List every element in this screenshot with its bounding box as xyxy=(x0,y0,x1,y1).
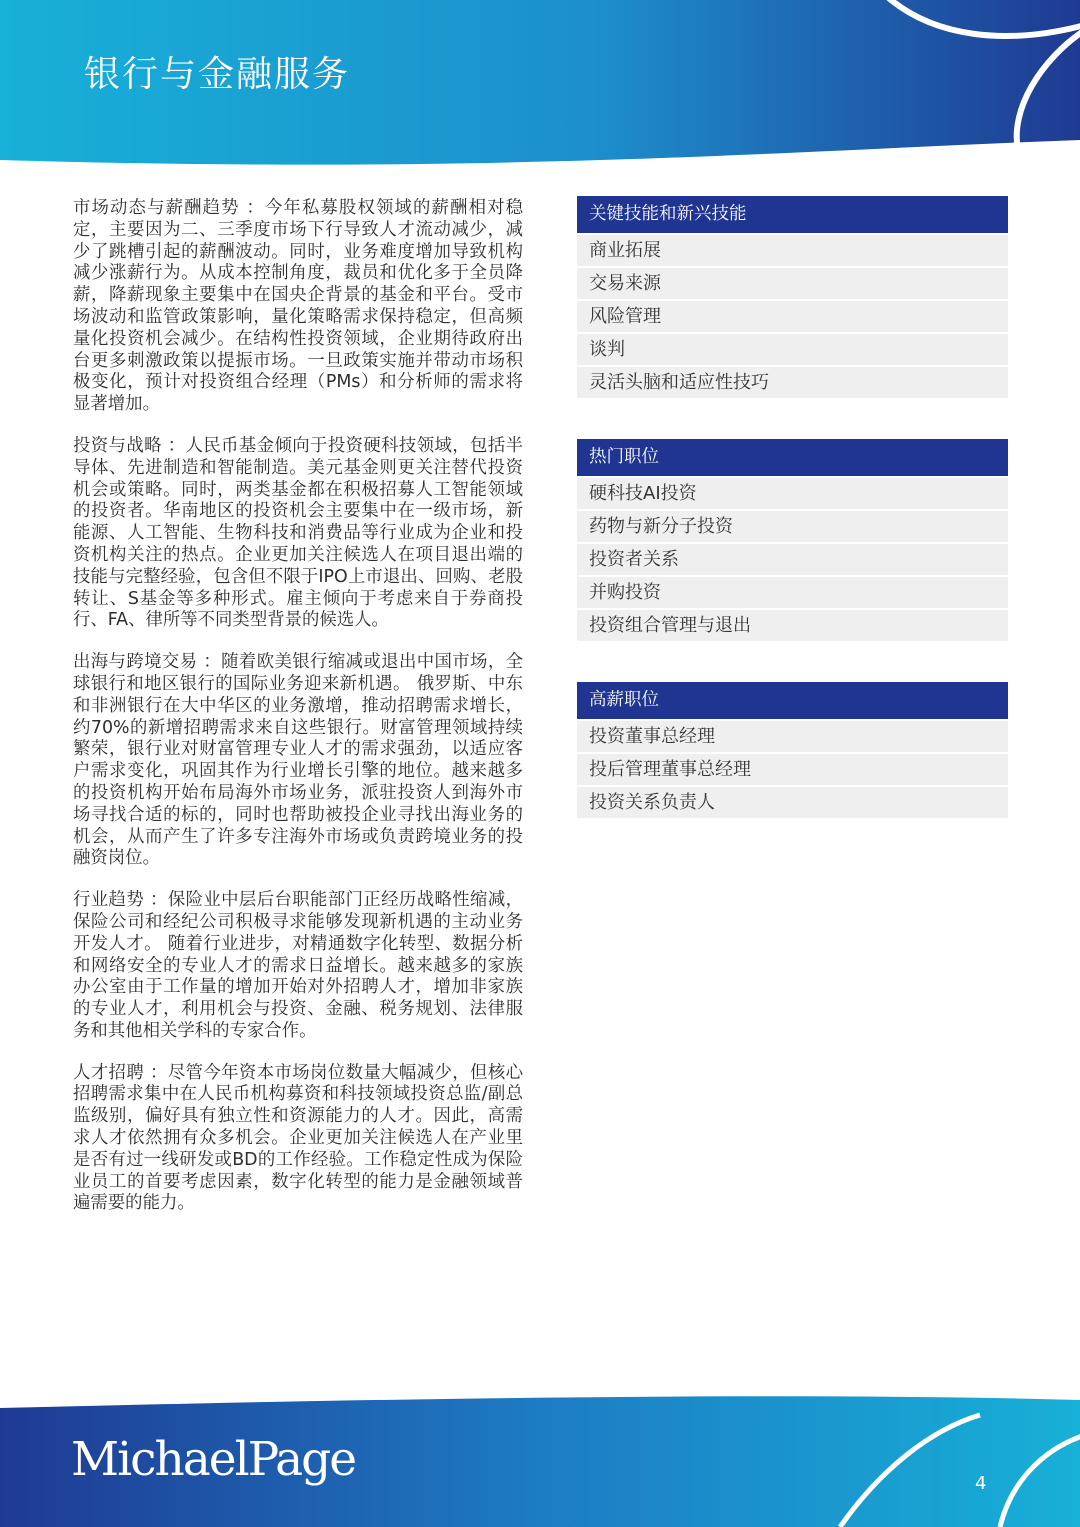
list-item: 药物与新分子投资 xyxy=(577,511,1008,542)
list-item: 硬科技AI投资 xyxy=(577,478,1008,509)
list-item: 交易来源 xyxy=(577,268,1008,299)
list-item: 商业拓展 xyxy=(577,235,1008,266)
paragraph-industry-trends xyxy=(73,890,523,1043)
list-item: 投资者关系 xyxy=(577,544,1008,575)
page-number: 4 xyxy=(975,1473,987,1494)
page-title: 银行与金融服务 xyxy=(84,54,351,95)
paragraph-body: 今年私募股权领域的薪酬相对稳定，主要因为二、三季度市场下行导致人才流动减少，减少了跳槽引起的薪酬波动。同时，业务难度增加导致机构减少涨薪行为。从成本控制角度，裁员和优化多于全员降薪，降薪现象主要集中在国央企背景的基金和平台。受市场波动和监管政策影响，量化策略需求保持稳定，但高频量化投资机会减少。在结构性投资领域，企业期待政府出台更多刺激政策以提振市场。一旦政策实施并带动市场积极变化，预计对投资组合经理（PMs）和分析师的需求将显著增加。 xyxy=(73,198,523,415)
paragraph-heading: 行业趋势 ： xyxy=(73,890,168,911)
paragraph-heading: 出海与跨境交易 ： xyxy=(73,652,222,673)
list-item: 投后管理董事总经理 xyxy=(577,754,1008,785)
paragraph-body: 随着欧美银行缩减或退出中国市场，全球银行和地区银行的国际业务迎来新机遇。 俄罗斯、中东和非洲银行在大中华区的业务激增，推动招聘需求增长，约70%的新增招聘需求来自这些银行。财富管理领域持续繁荣，银行业对财富管理专业人才的需求强劲，以适应客户需求变化，巩固其作为行业增长引擎的地位。越来越多的投资机构开始布局海外市场业务，派驻投资人到海外市场寻找合适的标的，同时也帮助被投企业寻找出海业务的机会，从而产生了许多专注海外市场或负责跨境业务的投融资岗位。 xyxy=(73,652,523,869)
paragraph-heading: 市场动态与薪酬趋势 ： xyxy=(73,198,265,218)
paragraph-body: 尽管今年资本市场岗位数量大幅减少，但核心招聘需求集中在人民币机构募资和科技领域投资总监/副总监级别，偏好具有独立性和资源能力的人才。因此，高需求人才依然拥有众多机会。企业更加关注候选人在产业里是否有过一线研发或BD的工作经验。工作稳定性成为保险业员工的首要考虑因素，数字化转型的能力是金融领域普遍需要的能力。 xyxy=(73,1062,523,1214)
panel-title: 关键技能和新兴技能 xyxy=(577,196,1008,233)
list-item: 投资组合管理与退出 xyxy=(577,610,1008,641)
paragraph-recruitment xyxy=(73,1063,523,1216)
paragraph-body: 保险业中层后台职能部门正经历战略性缩减，保险公司和经纪公司积极寻求能够发现新机遇的主动业务开发人才。 随着行业进步，对精通数字化转型、数据分析和网络安全的专业人才的需求日益增长。越来越多的家族办公室由于工作量的增加开始对外招聘人才，增加非家族的专业人才，利用机会与投资、金融、税务规划、法律服务和其他相关学科的专家合作。 xyxy=(73,890,523,1041)
panel-key-skills xyxy=(577,196,1008,400)
panel-hot-positions xyxy=(577,439,1008,643)
body-text-column xyxy=(73,198,523,1235)
panel-high-salary-positions xyxy=(577,682,1008,820)
list-item: 投资董事总经理 xyxy=(577,721,1008,752)
list-item: 灵活头脑和适应性技巧 xyxy=(577,367,1008,398)
panel-title: 热门职位 xyxy=(577,439,1008,476)
paragraph-market-dynamics xyxy=(73,198,523,416)
michael-page-logo: MichaelPage xyxy=(71,1432,356,1487)
paragraph-cross-border xyxy=(73,652,523,870)
paragraph-heading: 投资与战略 ： xyxy=(73,435,186,456)
list-item: 并购投资 xyxy=(577,577,1008,608)
panel-title: 高薪职位 xyxy=(577,682,1008,719)
paragraph-heading: 人才招聘 ： xyxy=(73,1062,168,1083)
header-band xyxy=(0,0,1080,175)
list-item: 风险管理 xyxy=(577,301,1008,332)
list-item: 谈判 xyxy=(577,334,1008,365)
list-item: 投资关系负责人 xyxy=(577,787,1008,818)
paragraph-body: 人民币基金倾向于投资硬科技领域，包括半导体、先进制造和智能制造。美元基金则更关注替代投资机会或策略。同时，两类基金都在积极招募人工智能领域的投资者。华南地区的投资机会主要集中在一级市场，新能源、人工智能、生物科技和消费品等行业成为企业和投资机构关注的热点。企业更加关注候选人在项目退出端的技能与完整经验，包含但不限于IPO上市退出、回购、老股转让、S基金等多种形式。雇主倾向于考虑来自于券商投行、FA、律所等不同类型背景的候选人。 xyxy=(73,435,523,631)
paragraph-investment-strategy xyxy=(73,436,523,632)
